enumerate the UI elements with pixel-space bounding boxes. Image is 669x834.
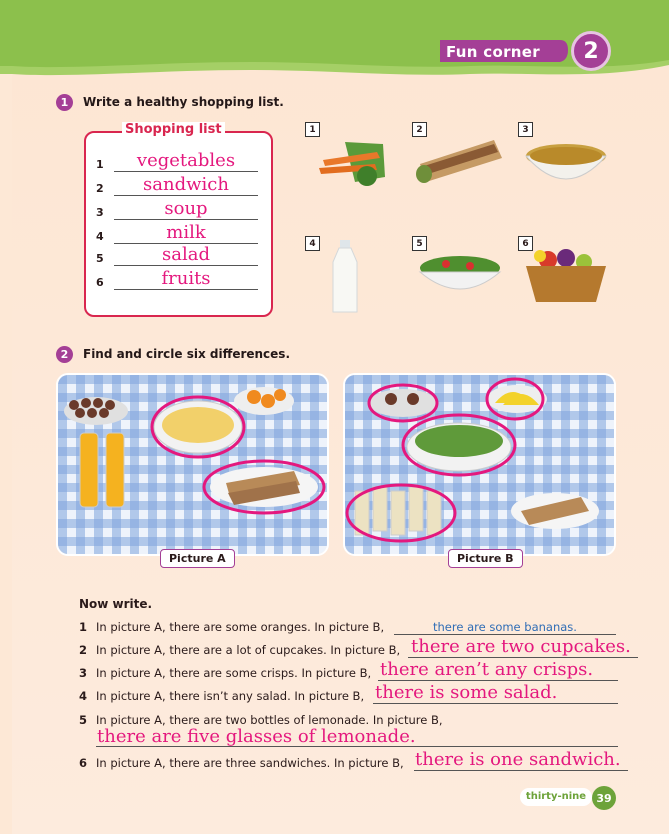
picture-number: 5 xyxy=(412,236,427,251)
picnic-scene-a xyxy=(58,375,329,556)
page-number-badge: 39 xyxy=(592,786,616,810)
sentence-prompt: In picture A, there are some oranges. In picture B, xyxy=(96,620,385,634)
shopping-list-item[interactable] xyxy=(96,224,258,246)
answer-line xyxy=(114,195,258,196)
answer-line-4[interactable] xyxy=(373,703,618,704)
item-number: 6 xyxy=(96,276,104,289)
exercise-1-number: 1 xyxy=(56,94,73,111)
sentence-number: 5 xyxy=(79,713,88,727)
answer-6: there is one sandwich. xyxy=(415,749,621,770)
item-number: 2 xyxy=(96,182,104,195)
picture-b xyxy=(343,373,616,556)
food-picture-1 xyxy=(305,122,401,202)
item-answer: vegetables xyxy=(136,150,236,171)
item-answer: salad xyxy=(162,244,210,265)
sentence-prompt: In picture A, there are some crisps. In picture B, xyxy=(96,666,372,680)
answer-2: there are two cupcakes. xyxy=(411,636,631,657)
food-picture-2 xyxy=(412,122,508,202)
sentence-4 xyxy=(79,689,364,703)
page-number-word: thirty-nine xyxy=(520,788,592,806)
sentence-number: 1 xyxy=(79,620,88,634)
picture-b-label: Picture B xyxy=(448,549,523,568)
answer-line-6[interactable] xyxy=(414,770,628,771)
picture-number: 4 xyxy=(305,236,320,251)
shopping-list-item[interactable] xyxy=(96,176,258,198)
picture-a xyxy=(56,373,329,556)
shopping-list-item[interactable] xyxy=(96,200,258,222)
sentence-number: 6 xyxy=(79,756,88,770)
item-answer: soup xyxy=(164,198,208,219)
sentence-1 xyxy=(79,620,384,634)
sentence-prompt: In picture A, there are three sandwiches. In picture B, xyxy=(96,756,404,770)
food-picture-4 xyxy=(305,236,401,316)
picture-number: 6 xyxy=(518,236,533,251)
unit-number-badge: 2 xyxy=(571,31,611,71)
item-answer: fruits xyxy=(161,268,211,289)
sentence-prompt: In picture A, there are a lot of cupcakes. In picture B, xyxy=(96,643,401,657)
shopping-list-item[interactable] xyxy=(96,270,258,292)
item-answer: milk xyxy=(166,222,206,243)
exercise-1-instruction: Write a healthy shopping list. xyxy=(83,95,284,109)
answer-3: there aren’t any crisps. xyxy=(380,659,594,680)
sentence-2 xyxy=(79,643,400,657)
answer-line-3[interactable] xyxy=(378,680,618,681)
sentence-6 xyxy=(79,756,404,770)
section-title: Fun corner xyxy=(446,43,540,61)
shopping-list-item[interactable] xyxy=(96,152,258,174)
picture-number: 2 xyxy=(412,122,427,137)
food-picture-6 xyxy=(518,236,614,316)
header-wave-graphic xyxy=(0,0,669,85)
answer-line xyxy=(114,289,258,290)
picture-a-label: Picture A xyxy=(160,549,235,568)
now-write-heading: Now write. xyxy=(79,597,153,611)
item-number: 1 xyxy=(96,158,104,171)
answer-1: there are some bananas. xyxy=(433,620,577,634)
sentence-3 xyxy=(79,666,371,680)
shopping-list-title: Shopping list xyxy=(122,122,225,137)
shopping-list-item[interactable] xyxy=(96,246,258,268)
item-number: 5 xyxy=(96,252,104,265)
sentence-prompt: In picture A, there isn’t any salad. In picture B, xyxy=(96,689,365,703)
header-banner xyxy=(0,0,669,85)
sentence-prompt: In picture A, there are two bottles of lemonade. In picture B, xyxy=(96,713,443,727)
exercise-2-instruction: Find and circle six differences. xyxy=(83,347,291,361)
answer-4: there is some salad. xyxy=(375,682,558,703)
picnic-scene-b xyxy=(345,375,616,556)
picture-number: 3 xyxy=(518,122,533,137)
exercise-2-number: 2 xyxy=(56,346,73,363)
answer-line-2[interactable] xyxy=(408,657,638,658)
item-number: 3 xyxy=(96,206,104,219)
item-answer: sandwich xyxy=(143,174,229,195)
sentence-number: 3 xyxy=(79,666,88,680)
food-picture-5 xyxy=(412,236,508,316)
answer-line xyxy=(114,219,258,220)
answer-line xyxy=(114,265,258,266)
answer-line-1[interactable] xyxy=(394,634,616,635)
sentence-number: 4 xyxy=(79,689,88,703)
sentence-5 xyxy=(79,713,443,727)
item-number: 4 xyxy=(96,230,104,243)
answer-line xyxy=(114,171,258,172)
sentence-number: 2 xyxy=(79,643,88,657)
food-picture-3 xyxy=(518,122,614,202)
answer-5: there are five glasses of lemonade. xyxy=(97,726,416,747)
picture-number: 1 xyxy=(305,122,320,137)
